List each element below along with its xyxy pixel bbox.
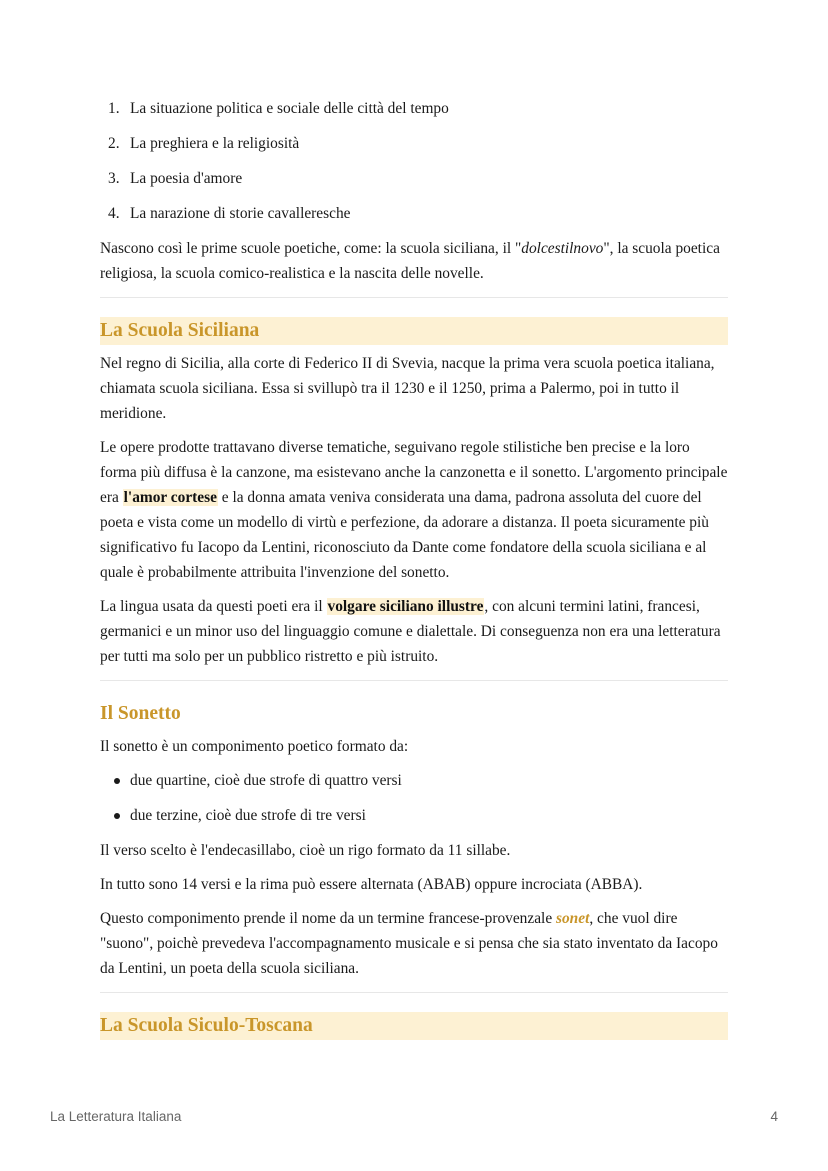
list-item-text: due terzine, cioè due strofe di tre versi bbox=[130, 807, 366, 824]
sonetto-paragraph-3-start: Questo componimento prende il nome da un termine francese-provenzale bbox=[100, 910, 556, 927]
intro-paragraph-text: Nascono così le prime scuole poetiche, come: la scuola siciliana, il " bbox=[100, 240, 522, 257]
list-number: 2. bbox=[108, 135, 120, 152]
sonetto-intro: Il sonetto è un componimento poetico formato da: bbox=[100, 738, 409, 755]
siciliana-paragraph-2-start: Le opere prodotte trattavano diverse tematiche, seguivano regole stilistiche ben precise e la loro forma più diffusa è la canzone, ma esistevano anche la canzonetta e il sonetto. L'argomento principale era bbox=[100, 439, 728, 506]
heading-scuola-siculo-toscana: La Scuola Siculo-Toscana bbox=[100, 1012, 728, 1040]
footer-document-title: La Letteratura Italiana bbox=[50, 1109, 182, 1124]
list-item bbox=[100, 96, 728, 121]
list-item-text: due quartine, cioè due strofe di quattro versi bbox=[130, 772, 402, 789]
siciliana-paragraph-3-end: , con alcuni termini latini, francesi, germanici e un minor uso del linguaggio comune e dialettale. Di conseguenza non era una letteratura per tutti ma solo per un pubblico ristretto e più istruito. bbox=[100, 598, 721, 665]
list-item-text: La narazione di storie cavalleresche bbox=[130, 205, 351, 222]
amor-cortese-highlight: l'amor cortese bbox=[123, 489, 217, 506]
list-item-text: La poesia d'amore bbox=[130, 170, 243, 187]
heading-il-sonetto: Il Sonetto bbox=[100, 703, 181, 724]
dolcestilnovo-term: dolcestilnovo bbox=[521, 240, 604, 257]
list-item bbox=[100, 768, 728, 793]
sonetto-paragraph-2: In tutto sono 14 versi e la rima può essere alternata (ABAB) oppure incrociata (ABBA). bbox=[100, 876, 643, 893]
sonetto-bullet-list bbox=[100, 768, 728, 828]
list-number: 3. bbox=[108, 170, 120, 187]
intro-paragraph bbox=[100, 236, 728, 286]
siciliana-paragraph-3 bbox=[100, 594, 728, 669]
section-divider bbox=[100, 992, 728, 993]
list-item bbox=[100, 803, 728, 828]
footer-page-number: 4 bbox=[770, 1109, 778, 1124]
bullet-icon bbox=[112, 803, 130, 828]
document-body bbox=[100, 96, 728, 1046]
volgare-siciliano-highlight: volgare siciliano illustre bbox=[327, 598, 484, 615]
section-divider bbox=[100, 680, 728, 681]
list-number: 4. bbox=[108, 205, 120, 222]
section-divider bbox=[100, 297, 728, 298]
list-item bbox=[100, 131, 728, 156]
sonetto-paragraph-3 bbox=[100, 906, 728, 981]
intro-paragraph-text-end: ", la scuola poetica religiosa, la scuola comico-realistica e la nascita delle novelle. bbox=[100, 240, 720, 282]
list-item bbox=[100, 201, 728, 226]
intro-numbered-list bbox=[100, 96, 728, 226]
siciliana-paragraph-3-start: La lingua usata da questi poeti era il bbox=[100, 598, 327, 615]
sonetto-paragraph-1: Il verso scelto è l'endecasillabo, cioè un rigo formato da 11 sillabe. bbox=[100, 842, 511, 859]
list-item bbox=[100, 166, 728, 191]
list-item-text: La situazione politica e sociale delle città del tempo bbox=[130, 100, 449, 117]
sonet-term: sonet bbox=[556, 910, 590, 927]
list-item-text: La preghiera e la religiosità bbox=[130, 135, 300, 152]
heading-scuola-siciliana: La Scuola Siciliana bbox=[100, 317, 728, 345]
siciliana-paragraph-2-end: e la donna amata veniva considerata una dama, padrona assoluta del cuore del poeta e vista come un modello di virtù e perfezione, da adorare a distanza. Il poeta sicuramente più significativo fu Iacopo da Lentini, riconosciuto da Dante come fondatore della scuola siciliana e al quale è probabilmente attribuita l'invenzione del sonetto. bbox=[100, 489, 709, 581]
sonetto-paragraph-3-end: , che vuol dire "suono", poichè prevedeva l'accompagnamento musicale e si pensa che sia stato inventato da Iacopo da Lentini, un poeta della scuola siciliana. bbox=[100, 910, 718, 977]
siciliana-paragraph-2 bbox=[100, 435, 728, 585]
list-number: 1. bbox=[108, 100, 120, 117]
siciliana-paragraph-1: Nel regno di Sicilia, alla corte di Federico II di Svevia, nacque la prima vera scuola poetica italiana, chiamata scuola siciliana. Essa si svillupò tra il 1230 e il 1250, prima a Palermo, poi in tutto il meridione. bbox=[100, 355, 715, 422]
bullet-icon bbox=[112, 768, 130, 793]
